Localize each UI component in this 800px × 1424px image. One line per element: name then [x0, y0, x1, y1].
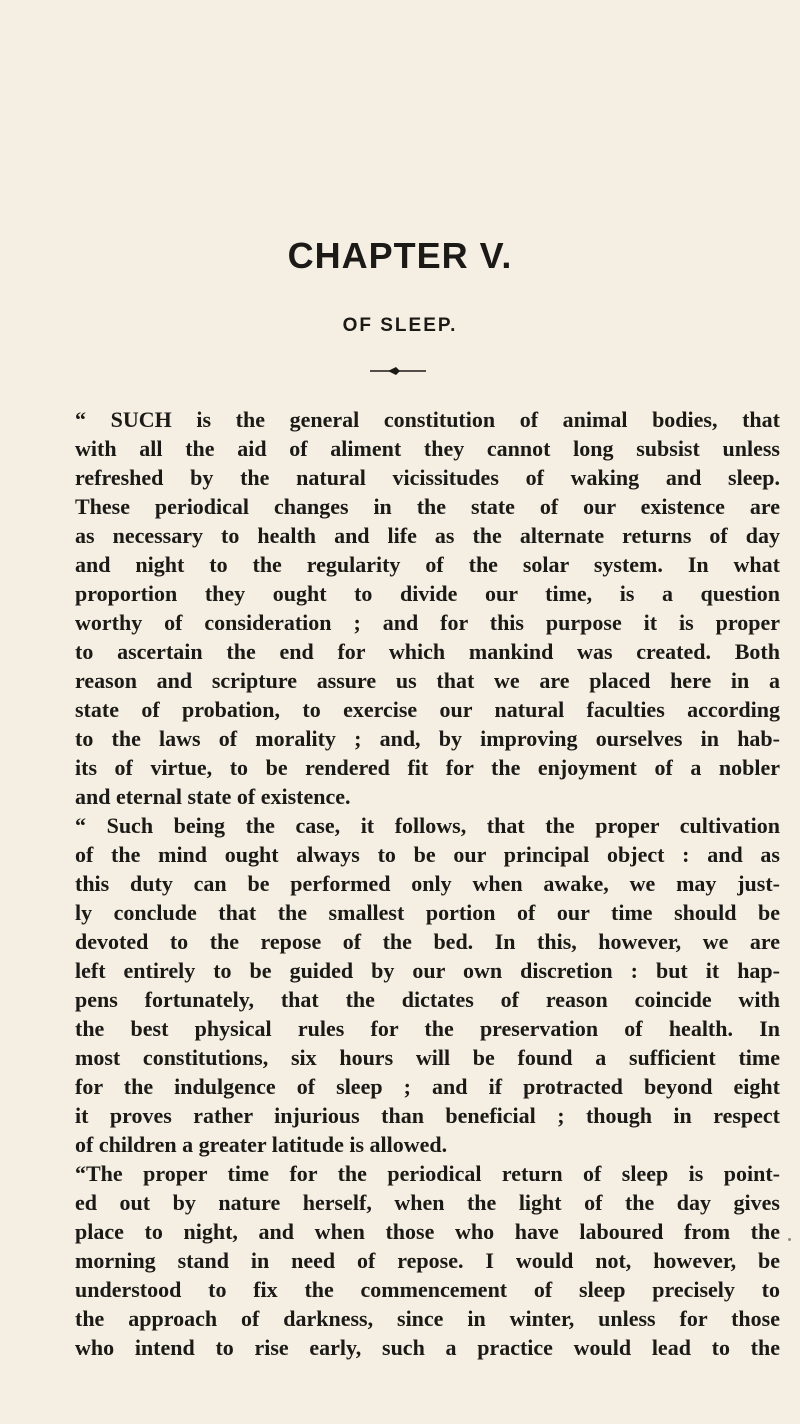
text-line: its of virtue, to be rendered fit for the enjoyment of a nobler: [75, 755, 780, 780]
text-line: for the indulgence of sleep ; and if protracted beyond eight: [75, 1074, 780, 1099]
page-speck: [788, 1238, 791, 1241]
text-line: ly conclude that the smallest portion of our time should be: [75, 900, 780, 925]
text-line: worthy of consideration ; and for this purpose it is proper: [75, 610, 780, 635]
text-line: this duty can be performed only when awake, we may just-: [75, 871, 780, 896]
text-line: to ascertain the end for which mankind was created. Both: [75, 639, 780, 664]
text-line: most constitutions, six hours will be found a sufficient time: [75, 1045, 780, 1070]
text-line: left entirely to be guided by our own discretion : but it hap-: [75, 958, 780, 983]
text-line: as necessary to health and life as the alternate returns of day: [75, 523, 780, 548]
text-line: “ Such being the case, it follows, that the proper cultivation: [75, 813, 780, 838]
text-line: state of probation, to exercise our natural faculties according: [75, 697, 780, 722]
text-line: it proves rather injurious than beneficial ; though in respect: [75, 1103, 780, 1128]
text-line: pens fortunately, that the dictates of reason coincide with: [75, 987, 780, 1012]
body-text: [75, 405, 780, 1362]
text-line: morning stand in need of repose. I would not, however, be: [75, 1248, 780, 1273]
rule-ornament-icon: [368, 365, 428, 377]
text-line: who intend to rise early, such a practice would lead to the: [75, 1335, 780, 1360]
text-line: “The proper time for the periodical return of sleep is point-: [75, 1161, 780, 1186]
text-line: devoted to the repose of the bed. In this, however, we are: [75, 929, 780, 954]
section-title: OF SLEEP.: [342, 315, 458, 336]
text-line: to the laws of morality ; and, by improving ourselves in hab-: [75, 726, 780, 751]
chapter-title: CHAPTER V.: [287, 235, 513, 276]
text-line: understood to fix the commencement of sleep precisely to: [75, 1277, 780, 1302]
text-line: These periodical changes in the state of our existence are: [75, 494, 780, 519]
text-line: “ SUCH is the general constitution of animal bodies, that: [75, 407, 780, 432]
text-line: of children a greater latitude is allowed.: [75, 1132, 448, 1157]
text-line: and night to the regularity of the solar system. In what: [75, 552, 780, 577]
text-line: place to night, and when those who have laboured from the: [75, 1219, 780, 1244]
text-line: the approach of darkness, since in winter, unless for those: [75, 1306, 780, 1331]
text-line: and eternal state of existence.: [75, 784, 351, 809]
text-line: the best physical rules for the preservation of health. In: [75, 1016, 780, 1041]
text-line: of the mind ought always to be our principal object : and as: [75, 842, 780, 867]
text-line: ed out by nature herself, when the light of the day gives: [75, 1190, 780, 1215]
text-line: refreshed by the natural vicissitudes of waking and sleep.: [75, 465, 780, 490]
text-line: proportion they ought to divide our time, is a question: [75, 581, 780, 606]
text-line: reason and scripture assure us that we are placed here in a: [75, 668, 780, 693]
text-line: with all the aid of aliment they cannot long subsist unless: [75, 436, 780, 461]
